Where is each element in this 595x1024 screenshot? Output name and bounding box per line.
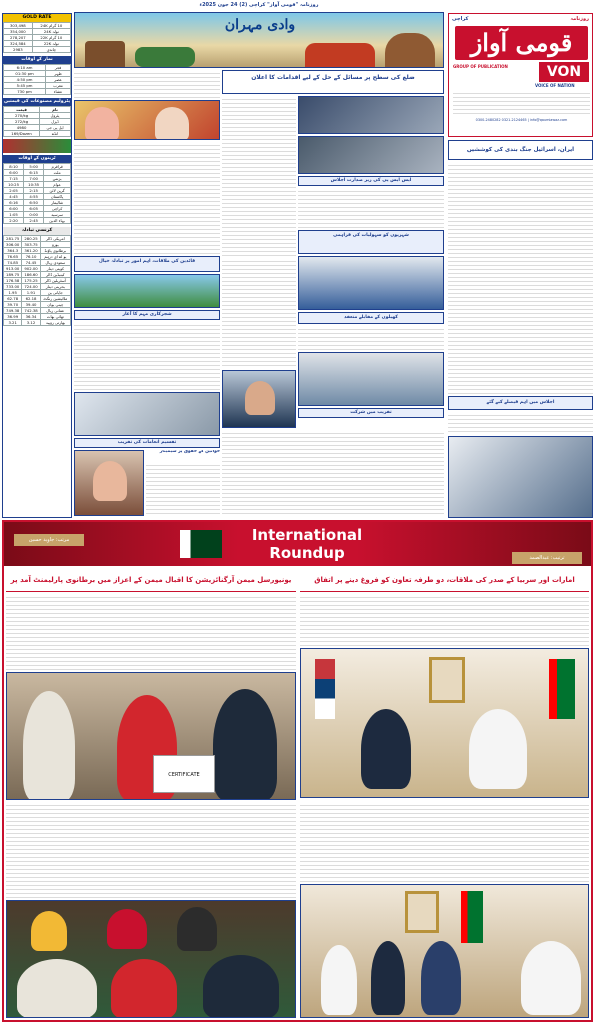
masthead-logo [455,26,588,60]
label-cell: ڈیزل [40,119,71,125]
center-headline-5: تقریب میں شرکت [298,408,444,418]
value-cell: 281.75 [4,236,22,242]
table-row [4,47,71,53]
header-cell: نام [40,107,71,113]
value-cell: 39.70 [4,302,22,308]
left-headline-2: شجرکاری مہم کا آغاز [74,310,220,320]
label-cell: 10 گرام 22K [32,35,70,41]
table-row [4,218,71,224]
label-cell: ایل پی جی [40,125,71,131]
von-logo: VON [539,62,589,82]
center-body-text-2 [298,188,444,228]
masthead-small: روزنامہ [570,16,589,22]
roundup-left-text-2 [6,802,296,898]
right-lead-headline: ایران، اسرائیل جنگ بندی کی کوششیں [448,140,593,160]
value-cell: 742.38 [22,308,40,314]
value-cell: 1.95 [4,290,22,296]
left-sidebar [2,13,72,518]
label-cell: عمانی ریال [40,308,70,314]
portrait-frame-2 [405,891,439,933]
value-cell: 74.45 [22,260,40,266]
roundup-banner [4,522,591,566]
center-headline-3: شہریوں کو سہولیات کی فراہمی [298,230,444,254]
masthead-logo-text: قومی آواز [470,28,573,57]
leaders-photo [74,100,220,140]
value-cell: 74.85 [4,260,22,266]
meeting-photo-1 [298,96,444,134]
table-row [4,236,71,242]
currency-table [3,235,71,326]
right-headline-2: اجلاس میں اہم فیصلے کیے گئے [448,396,593,410]
serbia-flag-icon [315,659,335,719]
table-row [4,248,71,254]
left-body-text [74,142,220,254]
table-row [4,188,71,194]
label-cell: ملت [44,170,71,176]
value-cell: 6:50 [24,200,44,206]
value-cell: 76.65 [4,254,22,260]
center-body-text-4 [298,326,444,350]
memon-group-photo [6,900,296,1018]
masthead-city: کراچی [452,16,469,22]
label-cell: بہاء الدین [44,218,71,224]
label-cell: تھائی بھات [40,314,70,320]
value-cell: 306.00 [4,242,22,248]
gold-rate-title: GOLD RATE [3,14,71,22]
table-row [4,164,71,170]
value-cell: 749.38 [4,308,22,314]
label-cell: گرین لائن [44,188,71,194]
masthead [448,13,593,137]
top-dateline: روزنامہ "قومی آواز" کراچی (2) 24 جون 2025ء [199,2,319,8]
label-cell: چاندی [32,47,70,53]
roundup-headline-left: یونیورسل میمن آرگنائزیشن کا اقبال میمن کے اعزاز میں برطانوی پارلیمنٹ آمد پر [6,570,296,592]
right-body-text-1 [448,162,593,394]
value-cell: 270/kg [4,113,40,119]
value-cell: 730 pm [4,89,46,95]
value-cell: 913.00 [4,266,22,272]
value-cell: 169/Dozen [4,131,40,137]
value-cell: 10:35 [24,182,44,188]
value-cell: 175.25 [22,278,40,284]
uae-flag-icon-2 [461,891,483,943]
label-cell: تولہ 22K [32,41,70,47]
fuel-prices-title: پٹرولیم مصنوعات کی قیمتیں [3,99,71,104]
label-cell: کینیڈین ڈالر [40,272,70,278]
label-cell: 10 گرام 24K [32,23,70,29]
value-cell: 36.99 [4,314,22,320]
value-cell: 6:00 [4,170,24,176]
label-cell: عصر [46,77,71,83]
roundup-right-text-1 [300,594,589,646]
label-cell: یورو [40,242,70,248]
left-news-column [74,70,220,518]
value-cell: 10:25 [4,182,24,188]
center-news-column [222,70,444,518]
center-body-text-1 [222,96,296,256]
table-row [4,308,71,314]
center-body-text-3 [222,258,296,368]
value-cell: 186.60 [22,272,40,278]
right-news-column [448,140,593,518]
international-roundup-section [2,520,593,1022]
value-cell: 2:15 [24,188,44,194]
value-cell: 278,207 [4,35,33,41]
value-cell: 3.12 [22,320,40,326]
table-row [4,170,71,176]
value-cell: 6:05 [24,206,44,212]
value-cell: 6:00 [4,206,24,212]
label-cell: پٹرول [40,113,71,119]
value-cell: 2:45 [24,218,44,224]
value-cell: 4:45 [4,194,24,200]
portrait-frame [429,657,465,703]
table-row [4,200,71,206]
value-cell: 8:10 [4,164,24,170]
label-cell: قراقرم [44,164,71,170]
right-body-text-2 [448,412,593,434]
roundup-right-text-2 [300,802,589,882]
label-cell: کراچی [44,206,71,212]
table-row [4,272,71,278]
value-cell: 902.00 [22,266,40,272]
roundup-right-tag: ترتیب: عبدالصمد [512,552,582,564]
value-cell: 0:00 [24,212,44,218]
value-cell: 6:16 [4,200,24,206]
value-cell: 364.3 [4,248,22,254]
roundup-left-text-1 [6,594,296,670]
value-cell: 733.00 [4,284,22,290]
value-cell: 5:45 pm [4,83,46,89]
tree-plantation-photo [74,274,220,308]
value-cell: 324,584 [4,41,33,47]
label-cell: انڈے [40,131,71,137]
label-cell: شالیمار [44,200,71,206]
train-times-table [3,163,71,224]
group-event-photo [298,352,444,406]
table-row [4,212,71,218]
value-cell: 1.91 [22,290,40,296]
value-cell: 2983 [4,47,33,53]
table-row [4,206,71,212]
label-cell: یو اے ای درہم [40,254,70,260]
label-cell: سرسید [44,212,71,218]
pakistan-flag-icon [180,530,222,558]
table-row [4,284,71,290]
uae-delegation-photo [300,884,589,1018]
center-body-text-5 [222,430,444,516]
value-cell: 01:30 pm [4,71,46,77]
value-cell: 7:00 [24,176,44,182]
label-cell: برطانوی پاؤنڈ [40,248,70,254]
value-cell: 303.75 [22,242,40,248]
table-row [4,320,71,326]
value-cell: 6:10 am [4,65,46,71]
left-body-text-2 [74,322,220,390]
table-row [4,89,71,95]
left-headline-3: تقسیم انعامات کی تقریب [74,438,220,448]
value-cell: 7:15 [4,176,24,182]
von-subtitle: VOICE OF NATION [535,83,575,88]
value-cell: 3.21 [4,320,22,326]
value-cell: 39.40 [22,302,40,308]
left-headline-4: خواتین کے حقوق پر سیمینار [159,450,220,454]
roundup-headline-right: امارات اور سربیا کے صدر کی ملاقات، دو طرفہ تعاون کو فروغ دینے پر اتفاق [300,570,589,592]
uae-serbia-meeting-photo [300,648,589,798]
prayer-times-table [3,64,71,95]
left-body-text-3 [146,462,220,516]
masthead-contact: 0300-2480282 0321-2124465 | info@qaumiawaz.com [475,118,568,122]
value-cell: 62.78 [4,296,22,302]
center-headline-4: کھیلوں کے مقابلے منعقد [298,312,444,324]
label-cell: ظہر [46,71,71,77]
value-cell: 62.18 [22,296,40,302]
value-cell: 354,000 [4,29,33,35]
value-cell: 2:20 [4,218,24,224]
value-cell: 724.00 [22,284,40,290]
table-row [4,176,71,182]
label-cell: امریکی ڈالر [40,236,70,242]
value-cell: 36.34 [22,314,40,320]
uae-flag-icon [549,659,575,719]
table-row [4,266,71,272]
left-headline-1: قائدین کی ملاقات، اہم امور پر تبادلہ خیال [74,256,220,272]
prize-ceremony-photo [74,392,220,436]
roundup-title-1: International [251,526,363,544]
value-cell: 4:50 pm [4,77,46,83]
label-cell: بھارتی روپیہ [40,320,70,326]
center-lead-headline: ضلع کی سطح پر مسائل کے حل کے لیے اقدامات کا اعلان [222,70,444,94]
table-row [4,278,71,284]
conference-photo [448,436,593,518]
banner-title: وادی مہران [224,17,296,33]
label-cell: بحرینی دینار [40,284,70,290]
label-cell: جاپانی ین [40,290,70,296]
prayer-times-title: نماز کے اوقات [3,56,71,64]
value-cell: 4:55 [24,194,44,200]
value-cell: 2:05 [4,188,24,194]
value-cell: 303,498 [4,23,33,29]
value-cell: 1:05 [4,212,24,218]
center-headline-2: ایس ایس پی کی زیر صدارت اجلاس [298,176,444,186]
police-officer-photo [222,370,296,428]
meeting-photo-2 [298,136,444,174]
label-cell: چینی یوان [40,302,70,308]
table-row [4,182,71,188]
value-cell: 176.58 [4,278,22,284]
value-cell: 4980 [4,125,40,131]
label-cell: تولہ 24K [32,29,70,35]
wadi-mehran-banner [74,12,444,68]
value-cell: 361.20 [22,248,40,254]
roundup-title-2: Roundup [269,544,345,562]
label-cell: آسٹریلین ڈالر [40,278,70,284]
certificate: CERTIFICATE [153,755,215,793]
value-cell: 280.25 [22,236,40,242]
masthead-info [453,90,590,116]
gold-rate-table [3,22,71,53]
label-cell: فجر [46,65,71,71]
header-cell: قیمت [4,107,40,113]
label-cell: عشاء [46,89,71,95]
label-cell: ملائیشین رنگٹ [40,296,70,302]
left-lead-text [74,70,220,98]
value-cell: 272/kg [4,119,40,125]
currency-title: کرنسی تبادلہ [3,227,71,235]
label-cell: سعودی ریال [40,260,70,266]
masthead-group: GROUP OF PUBLICATION [453,64,508,69]
label-cell: بزنس [44,176,71,182]
woman-portrait-photo [74,450,144,516]
value-cell: 189.75 [4,272,22,278]
roundup-left-tag: مرتب: جاوید حسین [14,534,84,546]
uk-parliament-photo [6,672,296,800]
train-image [3,139,71,153]
label-cell: مغرب [46,83,71,89]
sports-team-photo [298,256,444,310]
label-cell: پاکستان [44,194,71,200]
table-row [4,131,71,137]
train-times-title: ٹرینوں کے اوقات [3,155,71,163]
label-cell: عوام [44,182,71,188]
value-cell: 5:00 [24,164,44,170]
fuel-prices-table [3,106,71,137]
value-cell: 6:15 [24,170,44,176]
label-cell: کویتی دینار [40,266,70,272]
table-row [4,194,71,200]
value-cell: 76.10 [22,254,40,260]
